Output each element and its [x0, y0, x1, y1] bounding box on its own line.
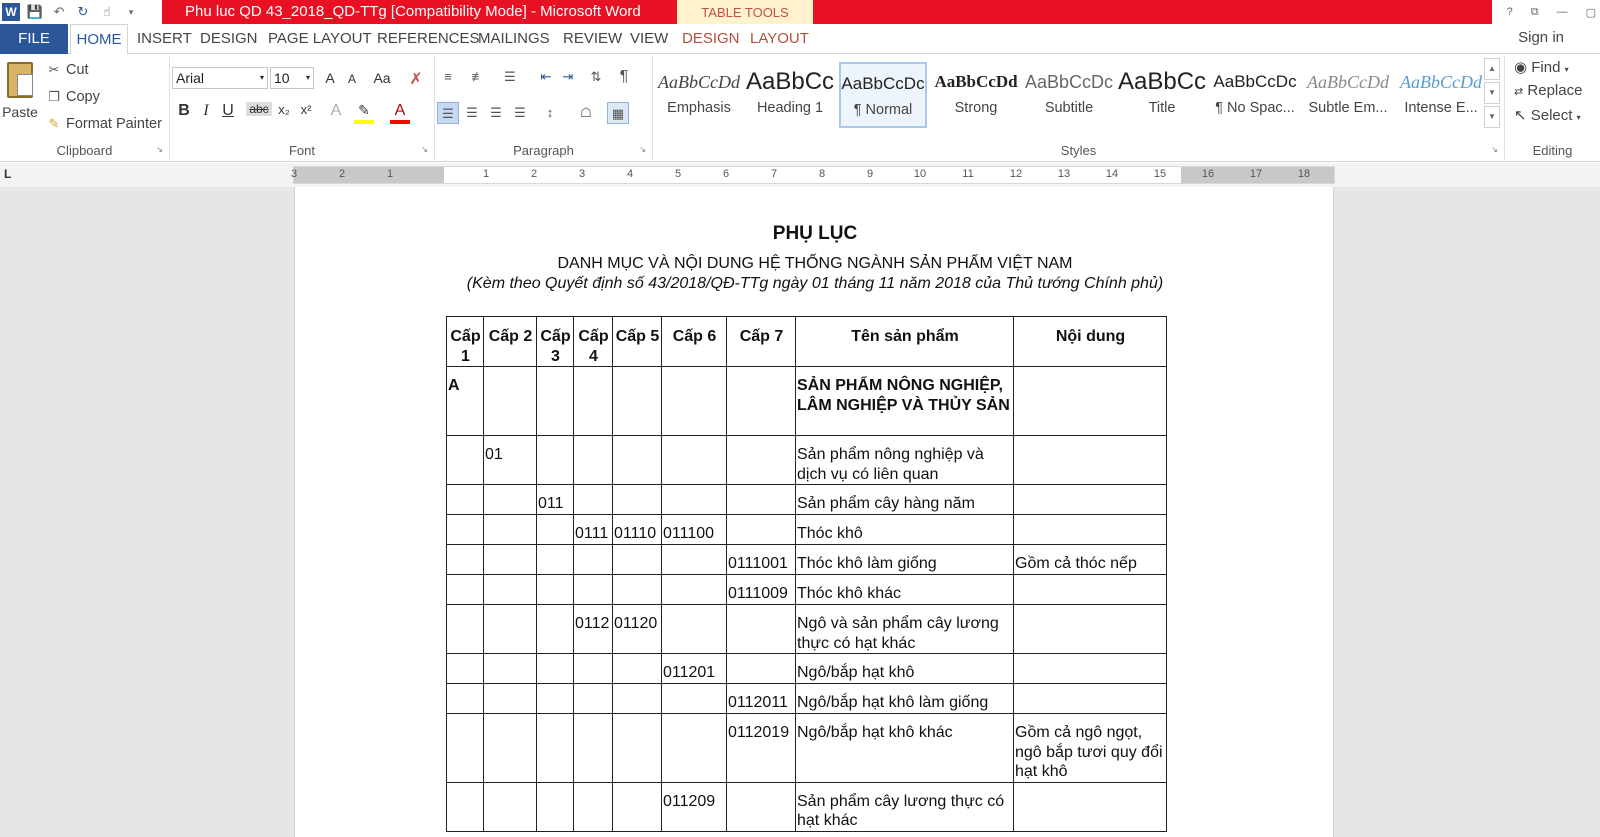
strikethrough-button[interactable]: abc [246, 102, 272, 116]
ruler-number: 5 [674, 168, 682, 180]
table-cell[interactable] [447, 782, 484, 831]
table-cell[interactable] [727, 605, 796, 654]
ruler-number: 12 [1009, 168, 1023, 180]
table-cell[interactable] [574, 436, 613, 485]
header-cap-5[interactable]: Cấp 5 [613, 317, 662, 367]
style-preview: AaBbCc [1118, 68, 1206, 95]
text-effects-icon[interactable]: A [330, 102, 342, 119]
table-cell[interactable] [447, 654, 484, 684]
table-cell[interactable] [447, 515, 484, 545]
style-title[interactable] [1118, 62, 1206, 128]
change-case-button[interactable]: Aa [373, 70, 391, 86]
tab-review[interactable]: REVIEW [563, 30, 623, 47]
align-center-icon[interactable]: ☰ [466, 105, 478, 120]
table-cell[interactable] [537, 605, 574, 654]
shading-icon[interactable]: ☖ [580, 105, 592, 120]
ruler-track[interactable] [290, 166, 1335, 184]
dialog-launcher-icon[interactable]: ↘ [1491, 145, 1498, 154]
table-cell[interactable] [537, 436, 574, 485]
table-row [447, 545, 1167, 575]
table-cell[interactable]: Sản phẩm cây lương thực có hạt khác [796, 782, 1014, 831]
table-cell[interactable] [447, 545, 484, 575]
table-cell[interactable]: 01120 [613, 605, 662, 654]
styles-group [653, 56, 1505, 160]
table-cell[interactable] [727, 654, 796, 684]
ruler-number: 9 [866, 168, 874, 180]
table-cell[interactable]: Ngô/bắp hạt khô khác [796, 714, 1014, 783]
increase-indent-icon[interactable]: ⇥ [562, 69, 574, 84]
style-preview: AaBbCc [746, 68, 834, 95]
style-preview: AaBbCcDd [1400, 72, 1482, 92]
table-cell[interactable] [484, 654, 537, 684]
ruler-number: 11 [962, 168, 974, 180]
style-normal[interactable] [839, 62, 927, 128]
undo-icon[interactable]: ↶ [53, 4, 65, 19]
copy-button[interactable] [46, 89, 100, 105]
tab-view[interactable]: VIEW [630, 30, 669, 47]
style-preview: AaBbCcDd [1307, 72, 1389, 92]
gallery-down-icon[interactable]: ▼ [1484, 82, 1500, 104]
style-emphasis[interactable] [655, 62, 743, 128]
cursor-icon: ↖ [1514, 107, 1527, 124]
table-cell[interactable] [574, 575, 613, 605]
ribbon-display-icon[interactable]: ⧉ [1530, 5, 1539, 18]
table-cell[interactable] [1014, 575, 1167, 605]
copy-icon: ❐ [48, 89, 60, 104]
chevron-down-icon: ▾ [259, 73, 264, 82]
font-name-value: Arial [176, 70, 205, 86]
table-cell[interactable] [662, 545, 727, 575]
table-cell[interactable] [1014, 485, 1167, 515]
table-cell[interactable] [484, 605, 537, 654]
table-cell[interactable] [574, 782, 613, 831]
paragraph-group-label: Paragraph [513, 143, 574, 158]
justify-icon[interactable]: ☰ [514, 105, 526, 120]
paintbrush-icon: ✎ [48, 116, 60, 131]
chevron-down-icon: ▾ [1576, 113, 1581, 122]
bold-button[interactable]: B [178, 102, 190, 119]
table-cell[interactable] [537, 575, 574, 605]
table-cell[interactable] [727, 515, 796, 545]
table-cell[interactable]: Ngô/bắp hạt khô [796, 654, 1014, 684]
table-cell[interactable] [484, 684, 537, 714]
align-left-icon[interactable]: ☰ [437, 102, 459, 124]
cut-label: Cut [66, 62, 89, 78]
shrink-font-button[interactable]: A [347, 72, 356, 86]
clear-formatting-icon[interactable]: ✗ [409, 71, 423, 88]
chevron-down-icon: ▾ [1564, 65, 1569, 74]
binoculars-icon: ◉ [1514, 59, 1528, 76]
ruler-number: 8 [818, 168, 826, 180]
table-cell[interactable]: 0111 [574, 515, 613, 545]
ruler-number: 2 [338, 168, 346, 180]
ruler-number: 4 [626, 168, 634, 180]
table-cell[interactable] [484, 485, 537, 515]
ruler-number: 1 [482, 168, 490, 180]
show-formatting-icon[interactable]: ¶ [619, 68, 629, 85]
ribbon-tabs [0, 24, 1600, 54]
tab-table-design[interactable]: DESIGN [682, 30, 740, 47]
italic-button[interactable]: I [203, 102, 209, 119]
table-cell[interactable] [484, 714, 537, 783]
ruler-number: 18 [1297, 168, 1311, 180]
window-title: Phu luc QD 43_2018_QD-TTg [Compatibility Mode] - Microsoft Word [185, 3, 641, 20]
table-cell[interactable]: 011100 [662, 515, 727, 545]
table-cell[interactable]: Sản phẩm cây hàng năm [796, 485, 1014, 515]
table-cell[interactable]: 011201 [662, 654, 727, 684]
tab-design[interactable]: DESIGN [200, 30, 258, 47]
tab-selector-icon[interactable]: L [4, 167, 12, 181]
header-cap-4[interactable]: Cấp 4 [574, 317, 613, 367]
table-cell[interactable] [574, 545, 613, 575]
table-cell[interactable]: 0111001 [727, 545, 796, 575]
font-name-combobox[interactable] [172, 67, 268, 89]
ruler-number: 3 [290, 168, 298, 180]
ruler-number: 7 [770, 168, 778, 180]
table-cell[interactable] [613, 545, 662, 575]
quick-access-toolbar [0, 0, 140, 24]
table-cell[interactable] [1014, 654, 1167, 684]
table-cell[interactable] [727, 782, 796, 831]
table-cell[interactable] [447, 575, 484, 605]
decrease-indent-icon[interactable]: ⇤ [540, 69, 552, 84]
table-cell[interactable] [662, 367, 727, 436]
find-button[interactable] [1514, 58, 1569, 76]
tab-insert[interactable]: INSERT [137, 30, 192, 47]
table-cell[interactable]: Sản phẩm nông nghiệp và dịch vụ có liên quan [796, 436, 1014, 485]
table-cell[interactable] [484, 782, 537, 831]
table-tools-label: TABLE TOOLS [677, 0, 813, 24]
table-cell[interactable]: Thóc khô [796, 515, 1014, 545]
clipboard-group [0, 56, 170, 160]
header-content[interactable]: Nội dung [1014, 317, 1167, 367]
copy-label: Copy [66, 89, 100, 105]
save-icon[interactable]: 💾 [26, 4, 44, 19]
table-cell[interactable]: 0112011 [727, 684, 796, 714]
touch-mode-icon[interactable]: ☝ [103, 4, 111, 19]
font-color-icon[interactable]: A [390, 102, 410, 124]
table-cell[interactable]: 011209 [662, 782, 727, 831]
table-row [447, 367, 1167, 436]
ruler-number: 16 [1201, 168, 1215, 180]
table-cell[interactable] [613, 575, 662, 605]
table-cell[interactable] [484, 545, 537, 575]
format-painter-label: Format Painter [66, 116, 162, 132]
font-size-value: 10 [274, 70, 290, 86]
table-cell[interactable] [537, 515, 574, 545]
document-page[interactable] [294, 187, 1334, 837]
font-size-combobox[interactable] [270, 67, 314, 89]
tab-mailings[interactable]: MAILINGS [478, 30, 550, 47]
ruler-number: 14 [1105, 168, 1119, 180]
table-cell[interactable] [662, 605, 727, 654]
header-cap-3[interactable]: Cấp 3 [537, 317, 574, 367]
table-cell[interactable] [537, 714, 574, 783]
ruler-number: 2 [530, 168, 538, 180]
table-cell[interactable] [574, 485, 613, 515]
table-cell[interactable]: 0111009 [727, 575, 796, 605]
style-preview: AaBbCcDc [841, 74, 925, 93]
table-cell[interactable] [1014, 367, 1167, 436]
tab-table-layout[interactable]: LAYOUT [750, 30, 809, 47]
table-row [447, 605, 1167, 654]
style-subtitle[interactable] [1025, 62, 1113, 128]
table-cell[interactable]: Ngô/bắp hạt khô làm giống [796, 684, 1014, 714]
table-row [447, 782, 1167, 831]
style-name: Emphasis [667, 100, 731, 116]
grow-font-button[interactable]: A [325, 70, 335, 86]
table-row [447, 654, 1167, 684]
table-cell[interactable] [574, 684, 613, 714]
style-subtle-emphasis[interactable] [1304, 62, 1392, 128]
document-canvas [0, 187, 1600, 837]
dialog-launcher-icon[interactable]: ↘ [639, 145, 646, 154]
table-row [447, 485, 1167, 515]
ruler-number: 10 [913, 168, 927, 180]
document-subheading[interactable]: DANH MỤC VÀ NỘI DUNG HỆ THỐNG NGÀNH SẢN PHẨM VIỆT NAM [557, 255, 1073, 272]
table-cell[interactable]: SẢN PHẨM NÔNG NGHIỆP, LÂM NGHIỆP VÀ THỦY SẢN [796, 367, 1014, 436]
table-cell[interactable]: 0112019 [727, 714, 796, 783]
gallery-up-icon[interactable]: ▲ [1484, 58, 1500, 80]
window-controls [1507, 0, 1596, 24]
highlight-icon[interactable]: ✎ [354, 102, 374, 124]
table-cell[interactable]: 011 [537, 485, 574, 515]
table-cell[interactable]: Thóc khô khác [796, 575, 1014, 605]
table-cell[interactable] [1014, 436, 1167, 485]
table-cell[interactable] [1014, 782, 1167, 831]
bullets-icon[interactable]: ≡ [444, 69, 452, 84]
minimize-icon[interactable]: — [1556, 6, 1568, 18]
ruler-number: 3 [578, 168, 586, 180]
gallery-more-icon[interactable]: ▼ [1484, 106, 1500, 128]
style-preview: AaBbCcDd [934, 72, 1018, 91]
table-cell[interactable] [484, 367, 537, 436]
numbering-icon[interactable]: ≢ [471, 69, 485, 84]
dialog-launcher-icon[interactable]: ↘ [156, 145, 163, 154]
underline-button[interactable]: U [222, 102, 234, 119]
style-preview: AaBbCcDd [658, 72, 740, 92]
table-cell[interactable] [613, 714, 662, 783]
paragraph-group [435, 56, 653, 160]
multilevel-list-icon[interactable]: ☰ [504, 69, 516, 84]
paste-label: Paste [2, 104, 38, 120]
table-row [447, 684, 1167, 714]
table-body [447, 367, 1167, 832]
table-cell[interactable]: A [447, 367, 484, 436]
customize-qat-icon[interactable]: ▾ [128, 6, 134, 17]
clipboard-group-label: Clipboard [56, 143, 113, 158]
paste-icon [7, 62, 33, 98]
tab-page-layout[interactable]: PAGE LAYOUT [268, 30, 372, 47]
styles-group-label: Styles [1060, 143, 1097, 158]
header-cap-2[interactable]: Cấp 2 [484, 317, 537, 367]
table-cell[interactable] [574, 367, 613, 436]
header-cap-1[interactable]: Cấp 1 [447, 317, 484, 367]
table-cell[interactable]: Thóc khô làm giống [796, 545, 1014, 575]
word-logo-icon[interactable]: W [2, 3, 20, 21]
table-cell[interactable] [537, 545, 574, 575]
table-cell[interactable] [447, 605, 484, 654]
borders-icon[interactable]: ▦ [607, 102, 629, 124]
chevron-down-icon: ▾ [305, 73, 310, 82]
table-cell[interactable] [537, 782, 574, 831]
select-button[interactable] [1514, 106, 1581, 124]
table-cell[interactable] [537, 367, 574, 436]
table-cell[interactable] [662, 436, 727, 485]
paste-button[interactable] [2, 60, 38, 130]
ruler-left-margin [294, 167, 444, 183]
title-bar [0, 0, 1600, 24]
style-no-spacing[interactable] [1211, 62, 1299, 128]
style-preview: AaBbCcDc [1213, 72, 1297, 91]
style-heading-1[interactable] [746, 62, 834, 128]
style-name: ¶ No Spac... [1215, 100, 1295, 116]
superscript-button[interactable]: x² [300, 102, 312, 117]
maximize-icon[interactable]: ▢ [1585, 6, 1596, 19]
style-name: Subtitle [1044, 100, 1094, 116]
table-cell[interactable] [662, 575, 727, 605]
table-cell[interactable] [613, 654, 662, 684]
horizontal-ruler[interactable] [0, 163, 1600, 187]
ribbon [0, 54, 1600, 162]
replace-button[interactable] [1514, 82, 1582, 99]
table-cell[interactable] [447, 485, 484, 515]
style-name: Title [1148, 100, 1176, 116]
replace-label: Replace [1527, 82, 1583, 99]
dialog-launcher-icon[interactable]: ↘ [421, 145, 428, 154]
subscript-button[interactable]: x₂ [278, 102, 290, 117]
table-cell[interactable] [484, 515, 537, 545]
table-cell[interactable] [613, 782, 662, 831]
table-cell[interactable] [537, 654, 574, 684]
table-cell[interactable]: 01 [484, 436, 537, 485]
style-preview: AaBbCcDc [1025, 72, 1113, 92]
table-row [447, 515, 1167, 545]
ruler-number: 17 [1249, 168, 1263, 180]
table-cell[interactable]: 0112 [574, 605, 613, 654]
table-cell[interactable] [574, 654, 613, 684]
font-group [170, 56, 435, 160]
ruler-number: 13 [1057, 168, 1071, 180]
style-name: Heading 1 [756, 100, 824, 116]
table-cell[interactable] [484, 575, 537, 605]
style-name: Subtle Em... [1308, 100, 1388, 116]
table-cell[interactable] [447, 714, 484, 783]
table-cell[interactable] [727, 367, 796, 436]
sign-in-link[interactable]: Sign in [1518, 29, 1564, 46]
tab-file[interactable]: FILE [0, 24, 68, 54]
sort-icon[interactable]: ⇅ [590, 69, 602, 84]
table-cell[interactable] [662, 714, 727, 783]
format-painter-button[interactable] [46, 116, 162, 132]
ruler-number: 6 [722, 168, 730, 180]
ruler-number: 15 [1153, 168, 1167, 180]
table-cell[interactable] [613, 367, 662, 436]
table-cell[interactable] [727, 485, 796, 515]
header-product-name[interactable]: Tên sản phẩm [796, 317, 1014, 367]
table-header-row [447, 317, 1167, 367]
table-row [447, 714, 1167, 783]
scissors-icon: ✂ [48, 62, 60, 77]
header-cap-7[interactable]: Cấp 7 [727, 317, 796, 367]
find-label: Find [1531, 59, 1561, 76]
table-cell[interactable]: Gồm cả ngô ngọt, ngô bắp tươi quy đổi hạt khô [1014, 714, 1167, 783]
table-cell[interactable] [1014, 605, 1167, 654]
select-label: Select [1530, 107, 1573, 124]
tab-home[interactable]: HOME [70, 24, 128, 55]
table-cell[interactable]: Gồm cả thóc nếp [1014, 545, 1167, 575]
tab-references[interactable]: REFERENCES [377, 30, 480, 47]
table-cell[interactable] [537, 684, 574, 714]
table-row [447, 436, 1167, 485]
align-right-icon[interactable]: ☰ [490, 105, 502, 120]
style-strong[interactable] [932, 62, 1020, 128]
product-table[interactable] [446, 316, 1167, 832]
replace-icon: ⇄ [1514, 86, 1524, 98]
style-intense-emphasis[interactable] [1397, 62, 1485, 128]
table-cell[interactable] [1014, 515, 1167, 545]
table-cell[interactable]: Ngô và sản phẩm cây lương thực có hạt khác [796, 605, 1014, 654]
style-name: Intense E... [1404, 100, 1478, 116]
document-note[interactable]: (Kèm theo Quyết định số 43/2018/QĐ-TTg ngày 01 tháng 11 năm 2018 của Thủ tướng Chính phủ) [466, 275, 1164, 292]
table-cell[interactable] [613, 485, 662, 515]
table-cell[interactable] [662, 485, 727, 515]
table-cell[interactable] [613, 436, 662, 485]
cut-button[interactable] [46, 62, 89, 78]
redo-icon[interactable]: ↻ [77, 4, 89, 19]
editing-group-label: Editing [1532, 143, 1573, 158]
table-cell[interactable]: 01110 [613, 515, 662, 545]
table-cell[interactable] [574, 714, 613, 783]
help-icon[interactable]: ? [1506, 6, 1513, 18]
table-cell[interactable] [727, 436, 796, 485]
table-cell[interactable] [1014, 684, 1167, 714]
ruler-number: 1 [386, 168, 394, 180]
table-cell[interactable] [662, 684, 727, 714]
header-cap-6[interactable]: Cấp 6 [662, 317, 727, 367]
font-group-label: Font [288, 143, 315, 158]
table-row [447, 575, 1167, 605]
table-cell[interactable] [447, 436, 484, 485]
table-cell[interactable] [447, 684, 484, 714]
style-name: Strong [954, 100, 998, 116]
table-cell[interactable] [613, 684, 662, 714]
line-spacing-icon[interactable]: ↕ [546, 105, 554, 120]
style-name: ¶ Normal [853, 102, 913, 118]
document-heading[interactable]: PHỤ LỤC [772, 223, 858, 244]
